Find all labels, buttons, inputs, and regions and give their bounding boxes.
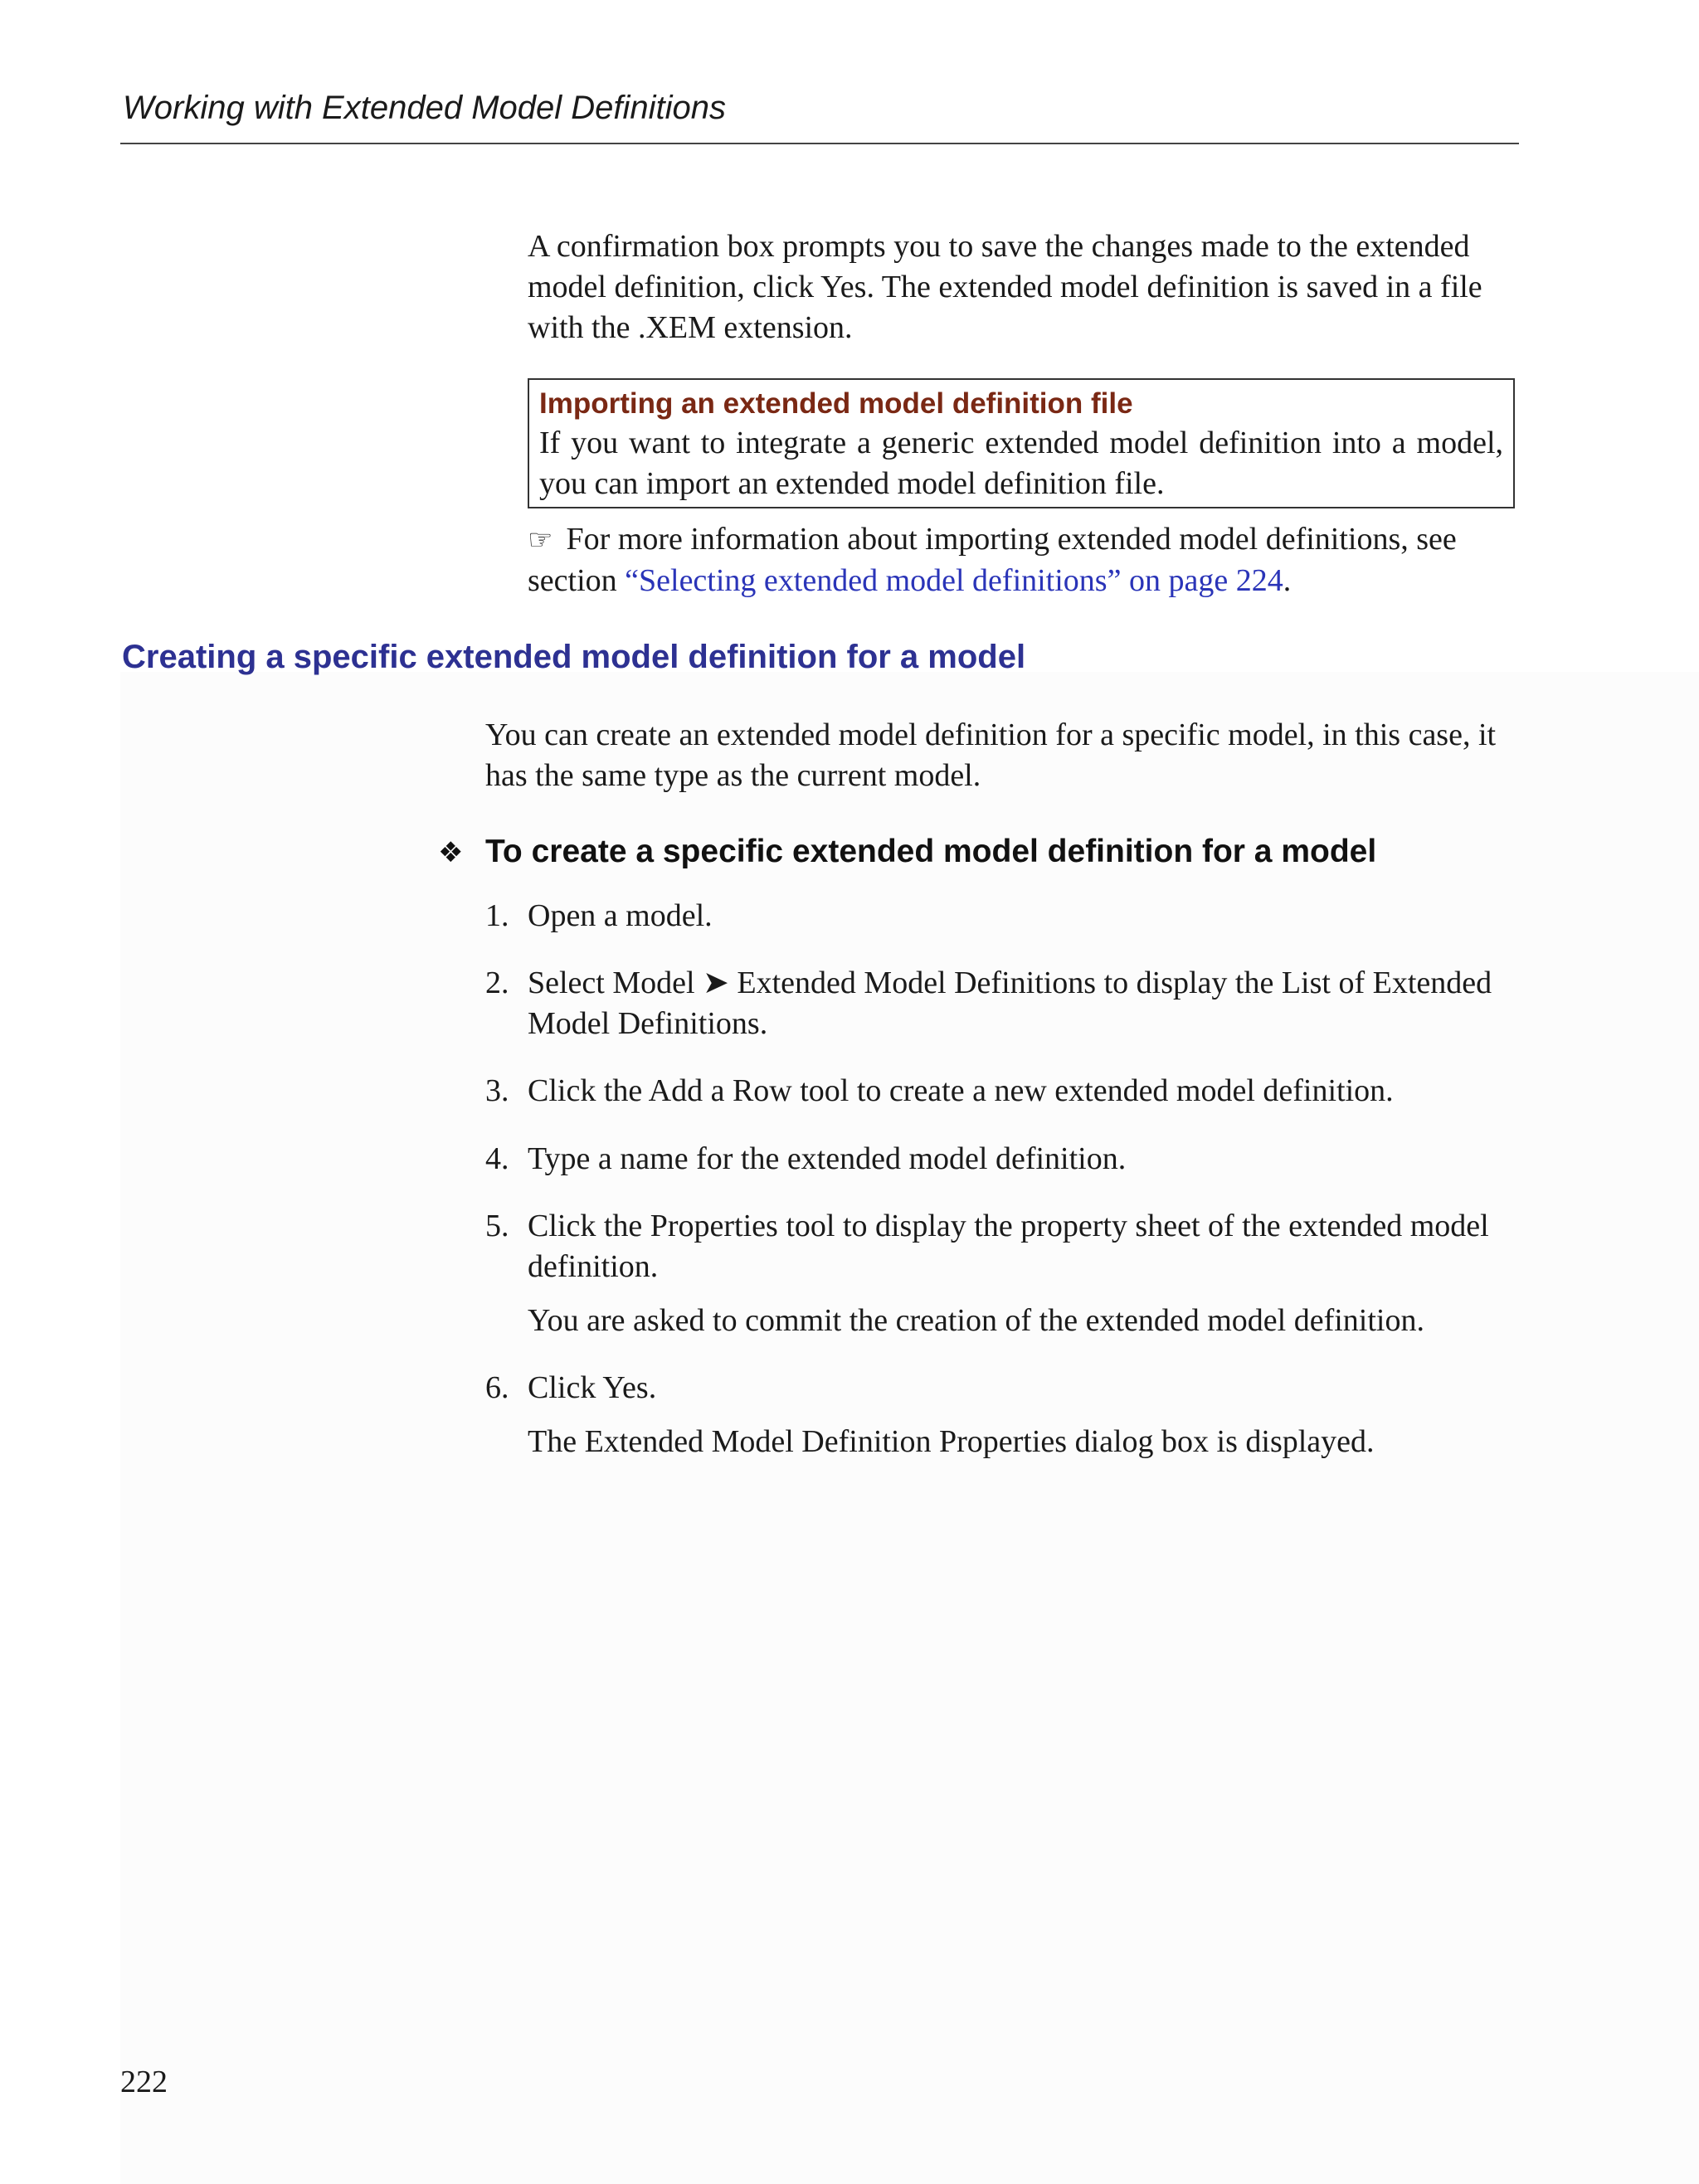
step-text: Click the Add a Row tool to create a new extended model definition.	[528, 1073, 1394, 1108]
step-number: 2.	[485, 966, 509, 1000]
step-text: Open a model.	[528, 898, 713, 933]
step-text: Type a name for the extended model definition.	[528, 1141, 1127, 1176]
procedure-heading	[438, 834, 1376, 870]
note-title: Importing an extended model definition file	[539, 387, 1133, 420]
step-number: 5.	[485, 1209, 509, 1243]
step-number: 6.	[485, 1370, 509, 1405]
xref-text: For more information about importing extended model definitions, see section	[528, 522, 1457, 598]
step-number: 3.	[485, 1073, 509, 1108]
intro-paragraph: A confirmation box prompts you to save the changes made to the extended model definition, click Yes. The extended model definition is saved in a file with the .XEM extension.	[528, 229, 1482, 345]
running-header: Working with Extended Model Definitions	[123, 90, 727, 126]
page-number: 222	[120, 2065, 168, 2099]
section-heading: Creating a specific extended model definition for a model	[122, 639, 1026, 675]
step-5	[485, 1206, 1531, 1341]
step-number: 4.	[485, 1141, 509, 1176]
step-4	[485, 1139, 1531, 1180]
header-rule	[120, 143, 1519, 144]
xref-link[interactable]: “Selecting extended model definitions” on page 224	[625, 563, 1283, 598]
step-text: Click Yes.	[528, 1370, 657, 1405]
step-result: You are asked to commit the creation of the extended model definition.	[528, 1303, 1424, 1338]
step-2	[485, 963, 1531, 1044]
pointing-hand-icon: ☞	[528, 523, 553, 557]
step-text: Click the Properties tool to display the property sheet of the extended model definition.	[528, 1209, 1489, 1284]
note-box	[528, 378, 1515, 508]
step-1	[485, 896, 1531, 936]
step-3	[485, 1071, 1531, 1111]
xref-period: .	[1283, 563, 1292, 598]
step-text: Select Model ➤ Extended Model Definitions to display the List of Extended Model Definitions.	[528, 966, 1492, 1041]
step-6	[485, 1368, 1531, 1462]
step-number: 1.	[485, 898, 509, 933]
diamond-bullet-icon: ❖	[438, 836, 464, 869]
section-intro: You can create an extended model definition for a specific model, in this case, it has the same type as the current model.	[485, 717, 1497, 793]
step-result: The Extended Model Definition Properties dialog box is displayed.	[528, 1424, 1375, 1459]
note-body: If you want to integrate a generic extended model definition into a model, you can import an extended model definition file.	[539, 426, 1503, 501]
procedure-title: To create a specific extended model definition for a model	[485, 834, 1377, 869]
cross-reference	[528, 519, 1523, 601]
